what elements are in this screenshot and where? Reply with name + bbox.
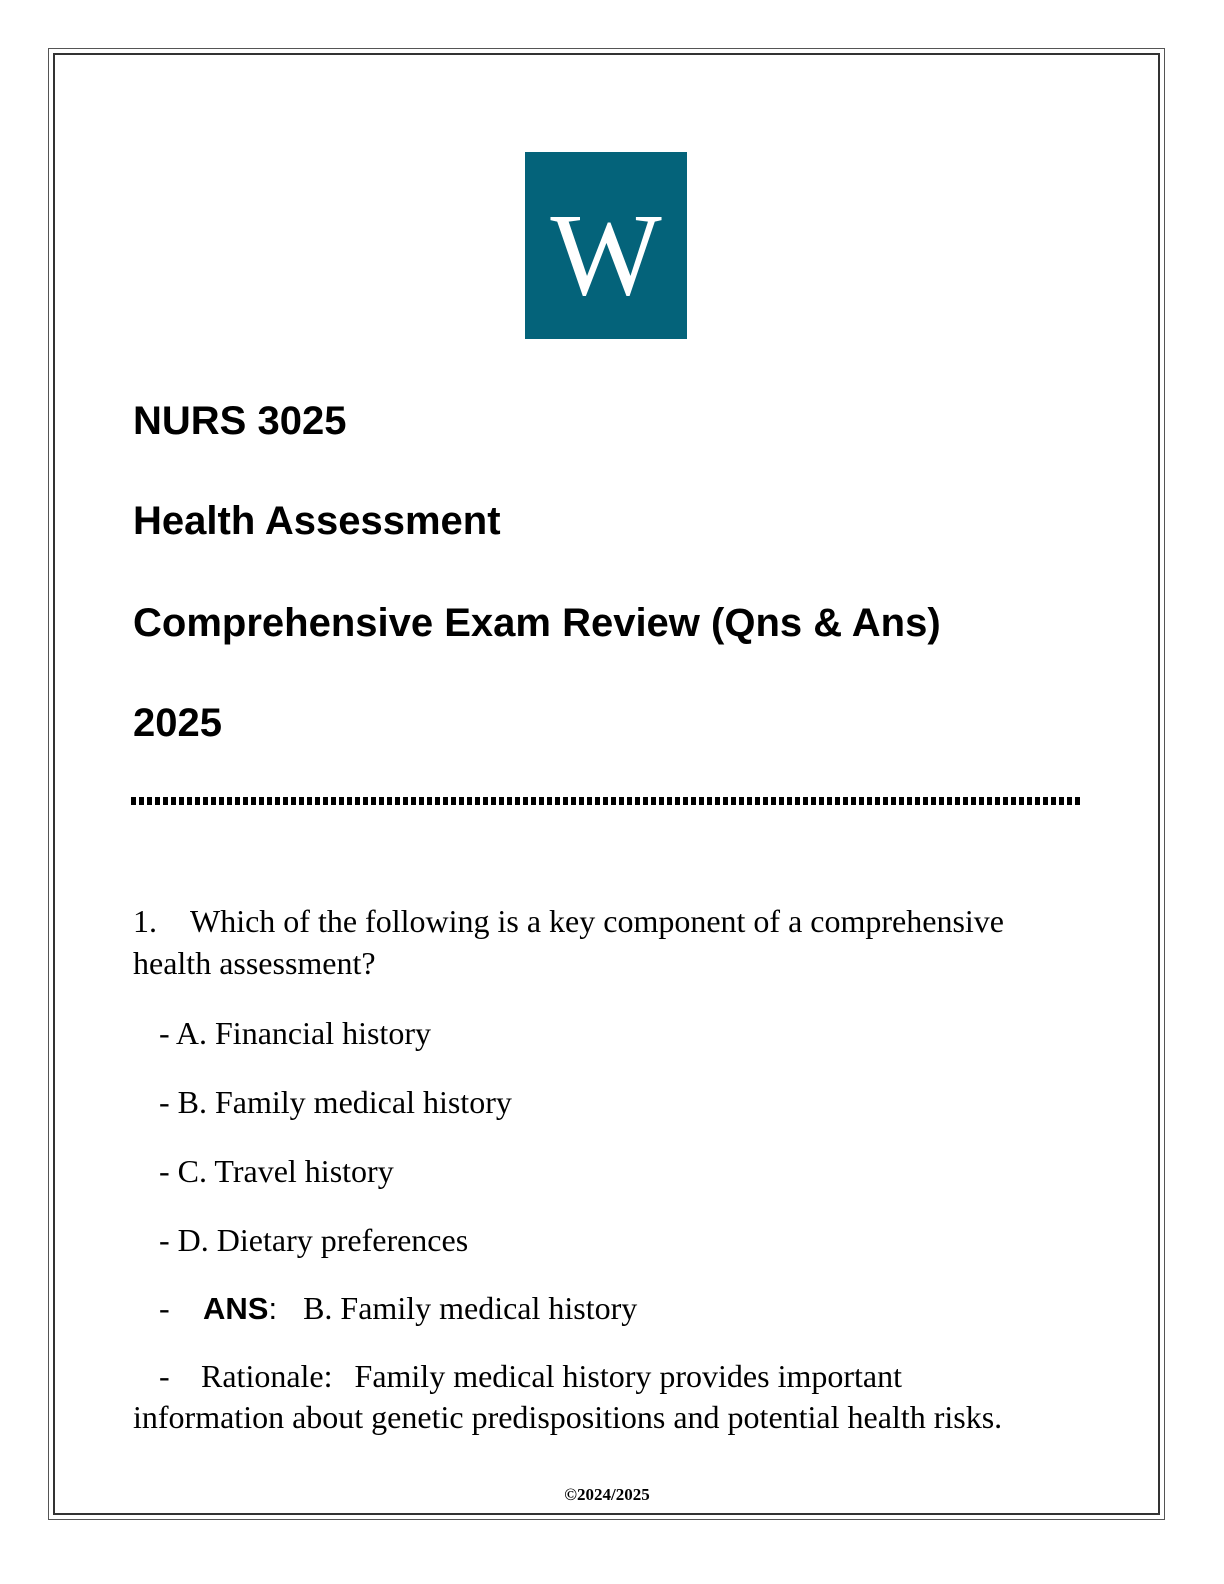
question-body: Which of the following is a key component of a comprehensive health assessment? <box>133 903 1004 981</box>
answer-dash: - <box>159 1290 170 1326</box>
course-subject: Health Assessment <box>133 499 501 543</box>
question-number: 1. <box>133 903 157 939</box>
answer-colon: : <box>268 1291 278 1326</box>
option-a: - A. Financial history <box>159 1015 431 1051</box>
dotted-divider <box>131 797 1083 805</box>
question-text <box>133 900 1053 984</box>
rationale <box>133 1356 1053 1438</box>
logo-letter: W <box>550 189 662 320</box>
rationale-text: Family medical history provides important information about genetic predispositions and potential health risks. <box>133 1358 1003 1435</box>
option-d: - D. Dietary preferences <box>159 1222 469 1258</box>
rationale-dash: - <box>159 1358 170 1394</box>
exam-year: 2025 <box>133 701 222 745</box>
course-code: NURS 3025 <box>133 399 347 443</box>
option-b: - B. Family medical history <box>159 1084 512 1120</box>
publisher-logo <box>525 152 687 339</box>
copyright-footer: ©2024/2025 <box>564 1485 650 1504</box>
exam-title: Comprehensive Exam Review (Qns & Ans) <box>133 601 941 645</box>
answer-text: B. Family medical history <box>303 1290 638 1326</box>
rationale-label: Rationale: <box>201 1358 333 1394</box>
answer-label: ANS <box>203 1291 269 1326</box>
w-logo-icon <box>525 152 687 339</box>
answer-line <box>159 1287 637 1330</box>
option-c: - C. Travel history <box>159 1153 394 1189</box>
